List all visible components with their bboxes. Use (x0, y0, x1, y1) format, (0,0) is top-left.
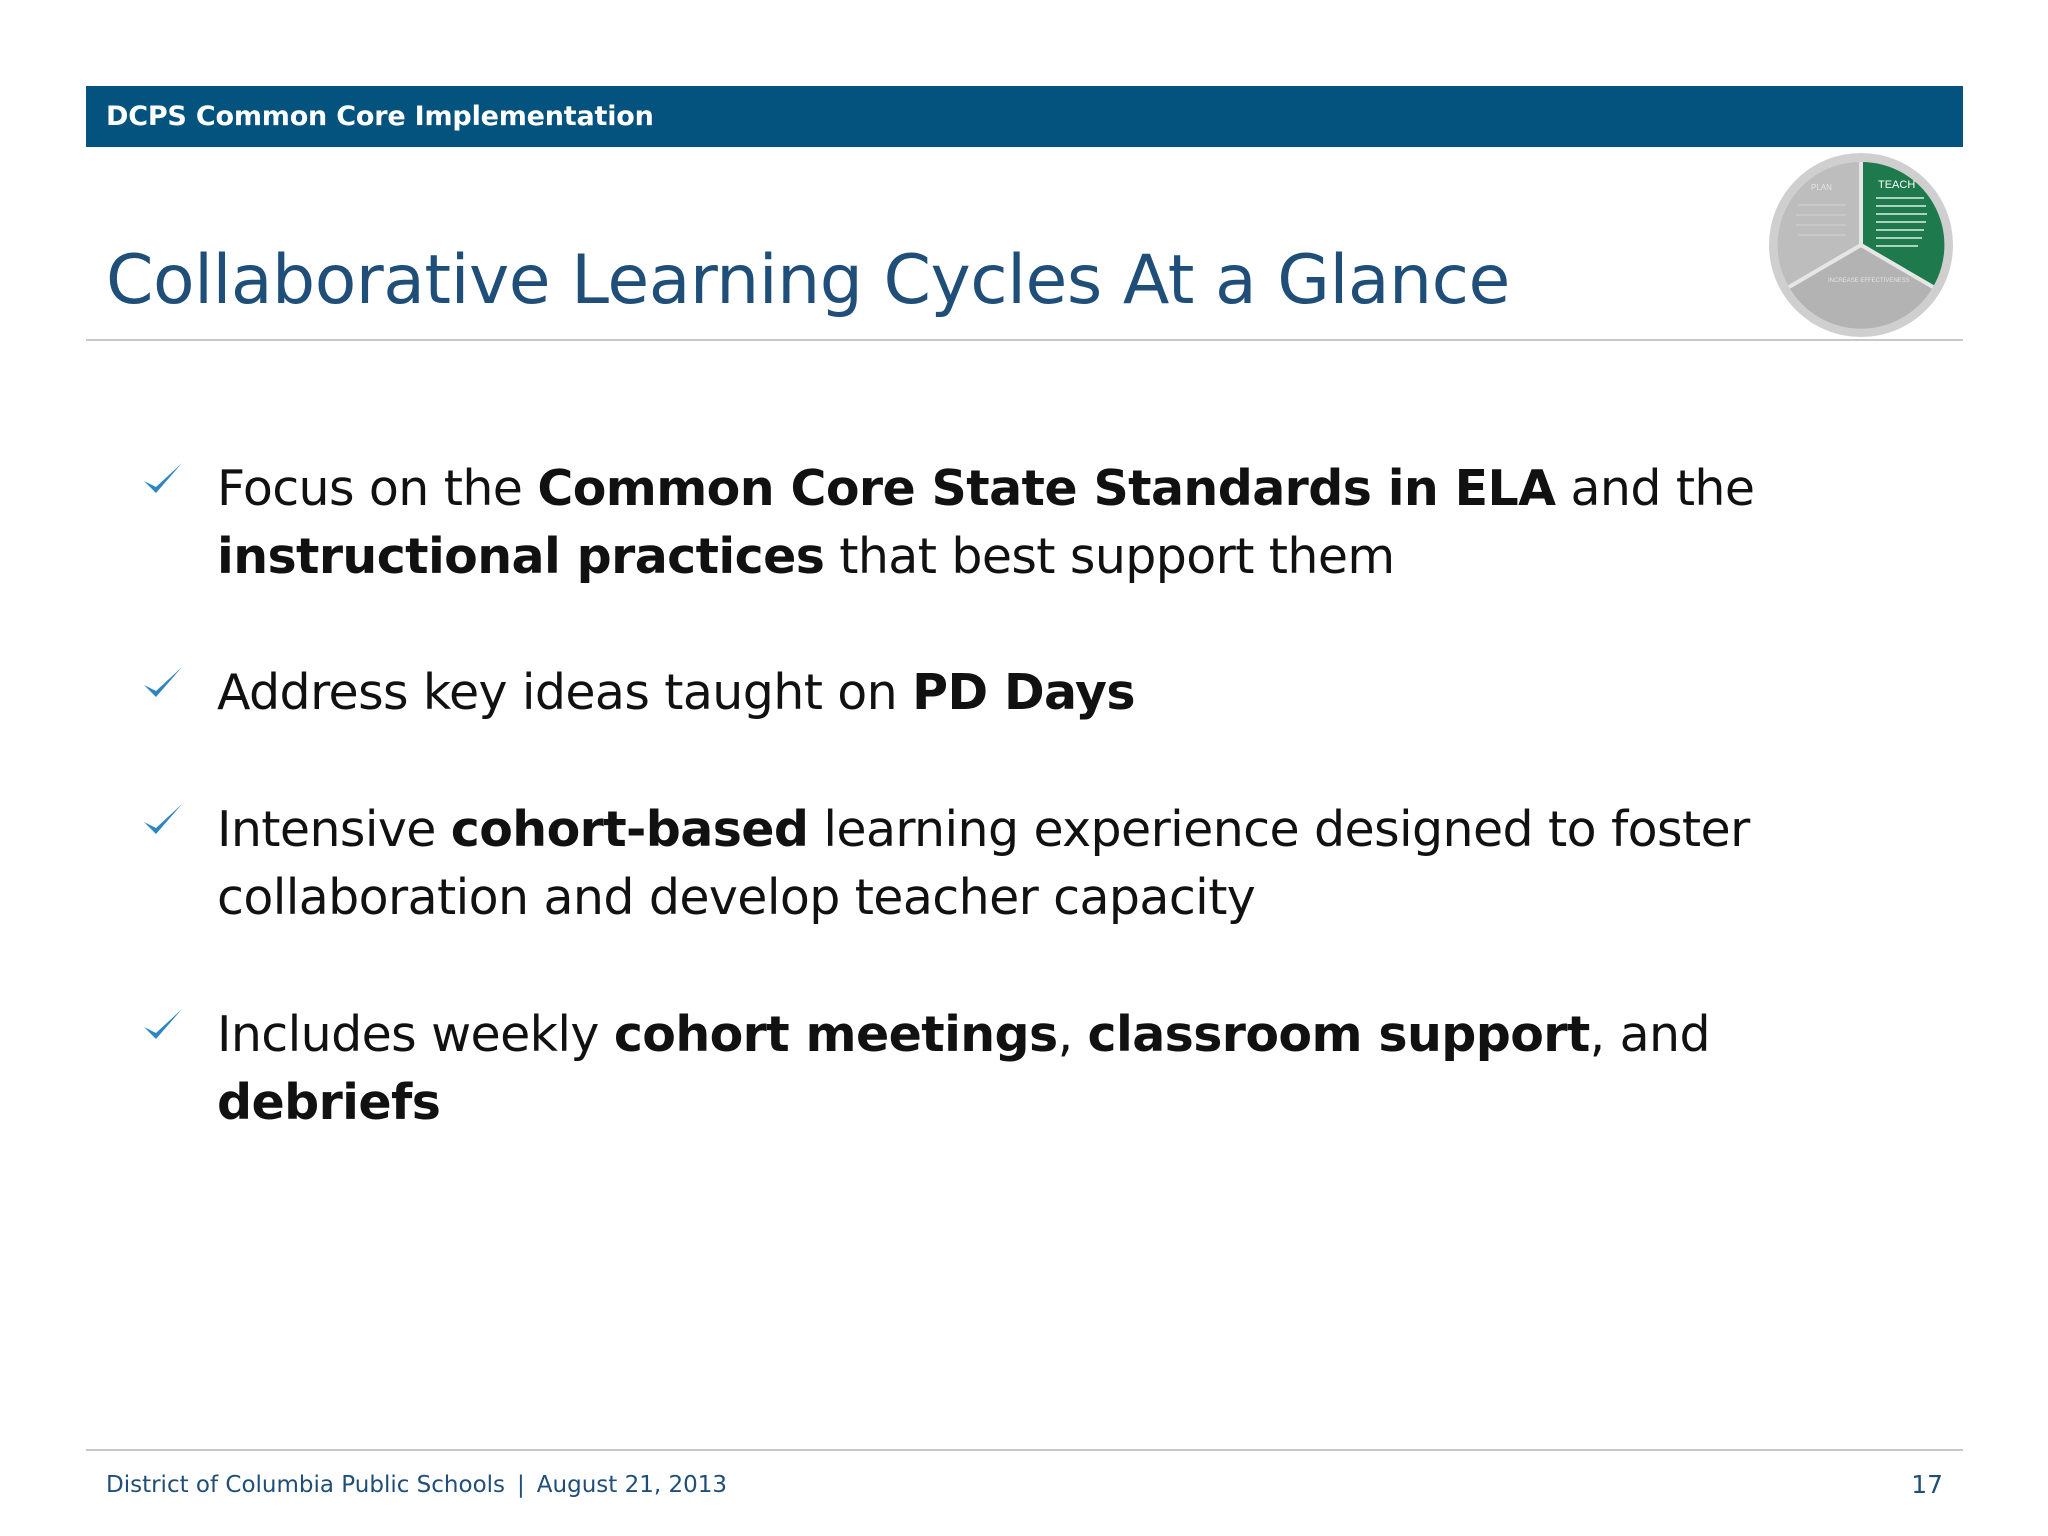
slide-title: Collaborative Learning Cycles At a Glance (106, 241, 1510, 320)
bullet-text: Intensive cohort-based learning experience designed to foster collaboration and develop teacher capacity (217, 801, 1750, 926)
page-number: 17 (1911, 1470, 1943, 1499)
checkmark-icon (140, 457, 186, 503)
title-divider (86, 339, 1963, 341)
footer-divider (86, 1449, 1963, 1451)
bullet-text: Address key ideas taught on PD Days (217, 664, 1135, 721)
footer-info (106, 1472, 727, 1498)
cycle-plan-label: PLAN (1811, 183, 1832, 192)
checkmark-icon (140, 1003, 186, 1049)
footer-separator: | (517, 1472, 525, 1498)
cycle-increase-label: INCREASE EFFECTIVENESS (1828, 278, 1910, 284)
bullet-text: Focus on the Common Core State Standards in ELA and the instructional practices that best support them (217, 460, 1755, 585)
header-label: DCPS Common Core Implementation (106, 101, 654, 132)
bullet-text: Includes weekly cohort meetings, classroom support, and debriefs (217, 1006, 1710, 1131)
checkmark-icon (140, 661, 186, 707)
teaching-cycle-diagram-icon (1766, 150, 1956, 340)
header-bar (86, 86, 1963, 147)
cycle-teach-label: TEACH (1878, 179, 1916, 191)
footer-organization: District of Columbia Public Schools (106, 1472, 506, 1498)
checkmark-icon (140, 798, 186, 844)
footer-date: August 21, 2013 (536, 1472, 728, 1498)
